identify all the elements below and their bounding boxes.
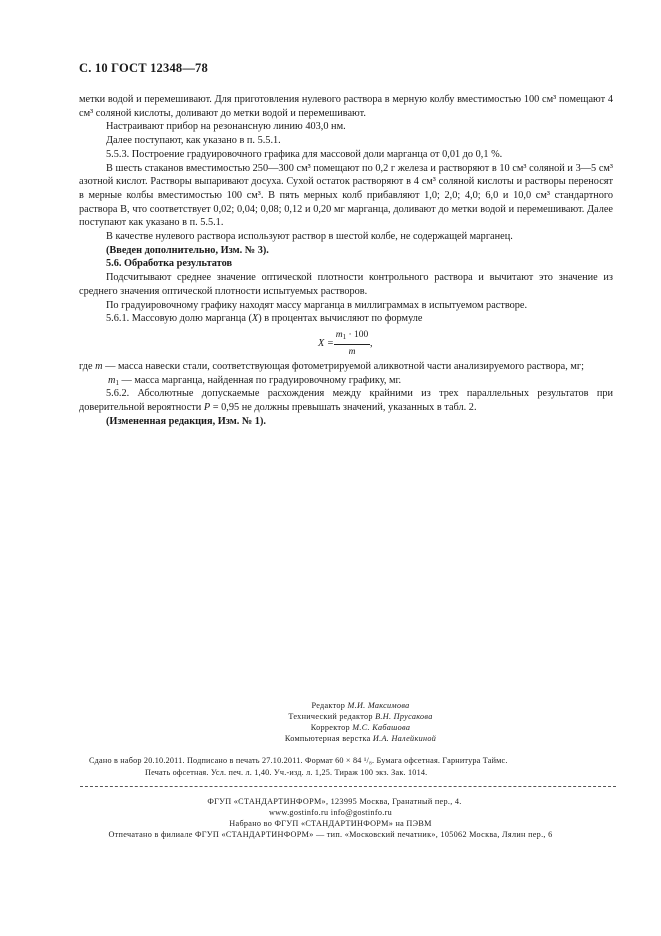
paragraph: В качестве нулевого раствора используют раствор в шестой колбе, не содержащей марганец. (106, 231, 513, 243)
divider (80, 786, 616, 787)
paragraph: метки водой и перемешивают. Для приготовления нулевого раствора в мерную колбу вместимостью 100 см³ помещают 4 см³ соляной кислоты, доливают до метки водой и перемешивают. (79, 94, 613, 119)
formula-lhs: X = (318, 337, 334, 349)
page-header: С. 10 ГОСТ 12348—78 (79, 61, 208, 75)
print-imprint (79, 755, 619, 779)
formula-denominator: m (348, 346, 356, 357)
section-5-5-3-heading: 5.5.3. Построение градуировочного графика для массовой доли марганца от 0,01 до 0,1 %. (106, 148, 503, 160)
document-body (79, 93, 613, 428)
paragraph: 5.6.1. Массовую долю марганца (X) в процентах вычисляют по формуле (106, 313, 423, 325)
publisher-address: ФГУП «СТАНДАРТИНФОРМ», 123995 Москва, Гранатный пер., 4. (207, 797, 462, 806)
imprint-line: Сдано в набор 20.10.2011. Подписано в печать 27.10.2011. Формат 60 × 84 ¹/₈. Бумага офсетная. Гарнитура Таймс. (89, 756, 508, 765)
definition-m: где m — масса навески стали, соответствующая фотометрируемой аликвотной части анализируемого раствора, мг; (79, 360, 584, 372)
editorial-credits (0, 700, 661, 744)
amendment-note: (Измененная редакция, Изм. № 1). (106, 415, 266, 427)
credit-tech-editor: Технический редактор В.Н. Прусакова (288, 712, 433, 721)
publisher-web: www.gostinfo.ru info@gostinfo.ru (268, 808, 393, 817)
amendment-note: (Введен дополнительно, Изм. № 3). (106, 244, 269, 256)
paragraph: Настраивают прибор на резонансную линию 403,0 нм. (106, 121, 346, 133)
formula-numerator: $m_1 \cdot 100$ (334, 329, 370, 345)
formula-fraction (334, 329, 370, 359)
credit-corrector: Корректор М.С. Кабашова (310, 723, 411, 732)
definition-m1: $m_1$ — масса марганца, найденная по градуировочному графику, мг. (108, 374, 402, 387)
credit-layout: Компьютерная верстка И.А. Налейкиной (284, 734, 437, 743)
formula-comma: , (370, 337, 373, 349)
publisher-printed: Отпечатано в филиале ФГУП «СТАНДАРТИНФОРМ» — тип. «Московский печатник», 105062 Москва, Лялин пер., 6 (108, 830, 553, 839)
paragraph: В шесть стаканов вместимостью 250—300 см³ помещают по 0,2 г железа и растворяют в 10 см³ соляной и 3—5 см³ азотной кислот. Растворы выпаривают досуха. Сухой остаток растворяют в 4 см³ соляной кислоты и растворы переносят в мерные колбы вместимостью 100 см³. В пять мерных колб прибавляют 1,0; 2,0; 4,0; 6,0 и 10,0 см³ стандартного раствора В, что соответствует 0,02; 0,04; 0,08; 0,12 и 0,20 мг марганца, доливают до метки водой и перемешивают. Далее поступают как указано в п. 5.5.1. (79, 162, 613, 229)
section-5-6-heading: 5.6. Обработка результатов (106, 258, 233, 270)
paragraph: Далее поступают, как указано в п. 5.5.1. (106, 135, 281, 147)
imprint-line: Печать офсетная. Усл. печ. л. 1,40. Уч.-изд. л. 1,25. Тираж 100 экз. Зак. 1014. (145, 768, 428, 777)
paragraph: 5.6.2. Абсолютные допускаемые расхождения между крайними из трех параллельных результатов при доверительной вероятности P = 0,95 не должны превышать значений, указанных в табл. 2. (79, 388, 613, 414)
formula (79, 328, 613, 358)
paragraph: Подсчитывают среднее значение оптической плотности контрольного раствора и вычитают это значение из среднего значения оптической плотности испытуемых растворов. (79, 272, 613, 297)
paragraph: По градуировочному графику находят массу марганца в миллиграммах в испытуемом растворе. (106, 299, 528, 311)
publisher-info (0, 796, 661, 840)
publisher-typeset: Набрано во ФГУП «СТАНДАРТИНФОРМ» на ПЭВМ (229, 819, 432, 828)
credit-editor: Редактор М.И. Максимова (311, 701, 410, 710)
